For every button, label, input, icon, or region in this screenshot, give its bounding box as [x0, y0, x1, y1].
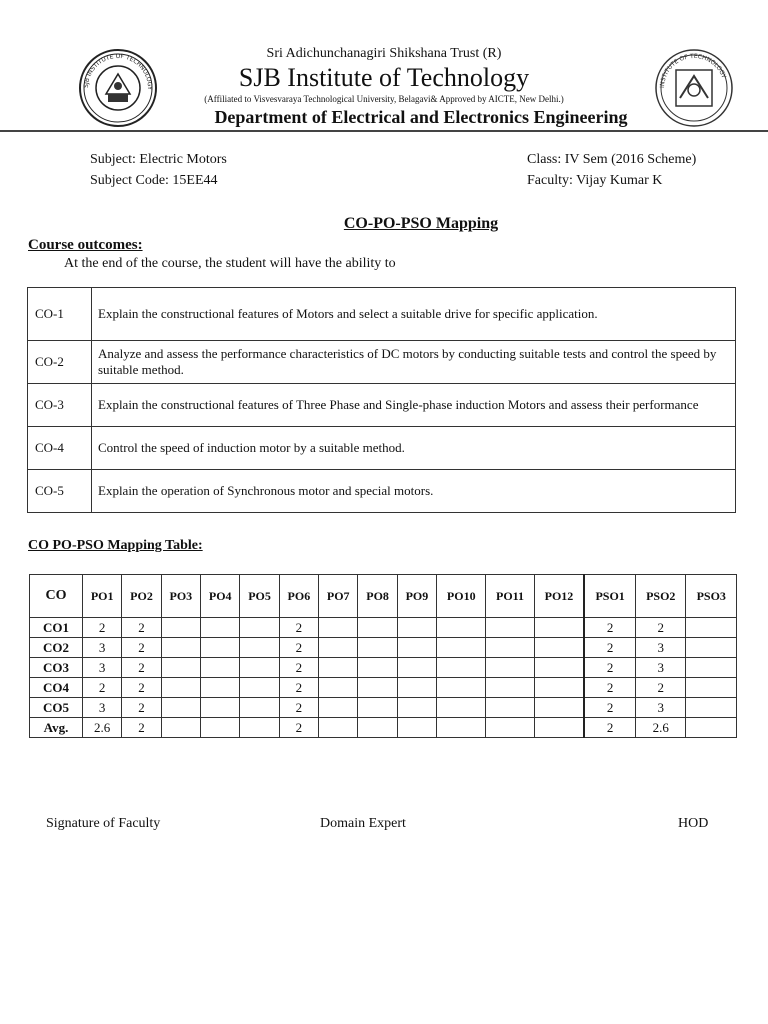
mapping-cell: 2 — [279, 678, 318, 698]
mapping-cell — [486, 638, 534, 658]
mapping-row — [30, 658, 737, 678]
mapping-cell: 2.6 — [83, 718, 122, 738]
mapping-cell — [161, 658, 200, 678]
mapping-cell — [358, 678, 397, 698]
mapping-cell — [240, 638, 279, 658]
mapping-cell — [240, 618, 279, 638]
mapping-cell: 2 — [122, 658, 161, 678]
mapping-cell: 2 — [83, 618, 122, 638]
mapping-cell — [397, 618, 436, 638]
mapping-cell — [486, 618, 534, 638]
column-header: PO8 — [358, 575, 397, 618]
mapping-cell — [201, 678, 240, 698]
signature-faculty: Signature of Faculty — [46, 816, 161, 831]
mapping-cell: 3 — [636, 638, 686, 658]
mapping-row — [30, 718, 737, 738]
mapping-cell — [686, 618, 737, 638]
mapping-cell — [534, 698, 584, 718]
mapping-title: CO-PO-PSO Mapping — [343, 215, 499, 232]
column-header: PO12 — [534, 575, 584, 618]
mapping-cell: 2 — [122, 638, 161, 658]
mapping-cell — [240, 698, 279, 718]
mapping-cell — [240, 658, 279, 678]
mapping-cell — [358, 658, 397, 678]
mapping-cell — [437, 638, 486, 658]
row-header-cell: CO1 — [30, 618, 83, 638]
mapping-cell — [161, 638, 200, 658]
row-header-cell: CO3 — [30, 658, 83, 678]
column-header: PSO1 — [584, 575, 635, 618]
row-header-cell: Avg. — [30, 718, 83, 738]
logo-left-text: SJB INSTITUTE OF TECHNOLOGY — [82, 52, 154, 91]
mapping-cell — [486, 718, 534, 738]
mapping-cell — [319, 658, 358, 678]
mapping-cell — [686, 718, 737, 738]
mapping-cell — [358, 718, 397, 738]
faculty-info: Faculty: Vijay Kumar K — [527, 173, 663, 188]
mapping-cell: 2 — [584, 638, 635, 658]
mapping-cell — [437, 658, 486, 678]
course-outcomes-table — [27, 287, 736, 513]
mapping-cell — [437, 718, 486, 738]
column-header: PO6 — [279, 575, 318, 618]
mapping-cell: 2 — [584, 718, 635, 738]
mapping-cell — [161, 678, 200, 698]
co-description: Explain the operation of Synchronous motor and special motors. — [92, 470, 736, 513]
mapping-cell: 2 — [584, 618, 635, 638]
mapping-cell — [534, 678, 584, 698]
column-header: PSO3 — [686, 575, 737, 618]
mapping-cell — [240, 718, 279, 738]
mapping-cell — [397, 698, 436, 718]
column-header: CO — [30, 575, 83, 618]
column-header: PO5 — [240, 575, 279, 618]
co-row — [28, 288, 736, 341]
subject-code: Subject Code: 15EE44 — [90, 173, 218, 188]
mapping-cell: 2 — [279, 638, 318, 658]
mapping-cell: 2 — [636, 678, 686, 698]
mapping-cell: 2 — [83, 678, 122, 698]
co-description: Explain the constructional features of Three Phase and Single-phase induction Motors and assess their performance — [92, 384, 736, 427]
mapping-cell: 2 — [584, 678, 635, 698]
header-divider — [0, 130, 768, 132]
mapping-cell — [534, 638, 584, 658]
co-po-pso-mapping-table — [29, 574, 737, 738]
mapping-cell — [358, 618, 397, 638]
co-row — [28, 470, 736, 513]
mapping-table-heading: CO PO-PSO Mapping Table: — [28, 538, 203, 553]
department-name: Department of Electrical and Electronics Engineering — [214, 107, 628, 127]
course-outcomes-heading: Course outcomes: — [28, 237, 143, 253]
mapping-cell — [686, 678, 737, 698]
signature-hod: HOD — [678, 816, 709, 831]
mapping-cell: 2 — [279, 658, 318, 678]
co-code: CO-3 — [28, 384, 92, 427]
mapping-cell: 2.6 — [636, 718, 686, 738]
mapping-cell — [161, 718, 200, 738]
mapping-cell — [201, 618, 240, 638]
mapping-cell: 2 — [122, 718, 161, 738]
mapping-cell — [486, 698, 534, 718]
mapping-cell: 3 — [636, 658, 686, 678]
mapping-cell — [534, 658, 584, 678]
mapping-cell: 2 — [279, 718, 318, 738]
row-header-cell: CO2 — [30, 638, 83, 658]
mapping-cell: 2 — [279, 698, 318, 718]
mapping-cell — [201, 638, 240, 658]
mapping-cell: 2 — [122, 678, 161, 698]
co-description: Control the speed of induction motor by a suitable method. — [92, 427, 736, 470]
mapping-row — [30, 678, 737, 698]
mapping-cell — [201, 658, 240, 678]
affiliation: (Affiliated to Visvesvaraya Technological University, Belagavi& Approved by AICTE, New Delhi.) — [204, 94, 564, 104]
class-info: Class: IV Sem (2016 Scheme) — [527, 152, 697, 167]
column-header: PO2 — [122, 575, 161, 618]
co-code: CO-1 — [28, 288, 92, 341]
mapping-cell — [161, 698, 200, 718]
subject-name: Subject: Electric Motors — [90, 152, 227, 167]
mapping-cell — [358, 638, 397, 658]
column-header: PO11 — [486, 575, 534, 618]
mapping-cell: 2 — [122, 618, 161, 638]
institute-name: SJB Institute of Technology — [238, 63, 530, 92]
mapping-cell: 3 — [83, 638, 122, 658]
row-header-cell: CO4 — [30, 678, 83, 698]
mapping-cell — [397, 718, 436, 738]
mapping-cell — [437, 678, 486, 698]
mapping-cell — [161, 618, 200, 638]
co-row — [28, 341, 736, 384]
co-code: CO-4 — [28, 427, 92, 470]
mapping-cell: 3 — [636, 698, 686, 718]
mapping-cell — [319, 718, 358, 738]
mapping-cell — [437, 698, 486, 718]
mapping-cell — [486, 658, 534, 678]
mapping-cell — [240, 678, 279, 698]
row-header-cell: CO5 — [30, 698, 83, 718]
column-header: PO10 — [437, 575, 486, 618]
mapping-cell — [319, 618, 358, 638]
column-header: PO4 — [201, 575, 240, 618]
column-header: PO9 — [397, 575, 436, 618]
mapping-cell — [397, 678, 436, 698]
mapping-cell: 3 — [83, 698, 122, 718]
mapping-cell — [397, 638, 436, 658]
mapping-cell — [686, 638, 737, 658]
trust-name: Sri Adichunchanagiri Shikshana Trust (R) — [266, 46, 502, 61]
mapping-cell: 2 — [584, 658, 635, 678]
mapping-cell: 2 — [122, 698, 161, 718]
mapping-cell — [319, 638, 358, 658]
mapping-cell: 2 — [279, 618, 318, 638]
mapping-cell: 2 — [584, 698, 635, 718]
mapping-cell — [534, 718, 584, 738]
mapping-row — [30, 698, 737, 718]
mapping-cell — [319, 698, 358, 718]
column-header: PO7 — [319, 575, 358, 618]
co-code: CO-2 — [28, 341, 92, 384]
mapping-cell — [319, 678, 358, 698]
mapping-cell: 3 — [83, 658, 122, 678]
mapping-header-row — [30, 575, 737, 618]
co-description: Analyze and assess the performance characteristics of DC motors by conducting suitable tests and control the speed by suitable method. — [92, 341, 736, 384]
mapping-cell — [201, 698, 240, 718]
mapping-cell — [397, 658, 436, 678]
mapping-cell — [437, 618, 486, 638]
co-row — [28, 384, 736, 427]
mapping-cell: 2 — [636, 618, 686, 638]
co-code: CO-5 — [28, 470, 92, 513]
column-header: PSO2 — [636, 575, 686, 618]
column-header: PO3 — [161, 575, 200, 618]
co-row — [28, 427, 736, 470]
mapping-row — [30, 618, 737, 638]
course-outcomes-intro: At the end of the course, the student will have the ability to — [64, 256, 396, 271]
column-header: PO1 — [83, 575, 122, 618]
mapping-cell — [686, 698, 737, 718]
mapping-cell — [201, 718, 240, 738]
mapping-row — [30, 638, 737, 658]
co-description: Explain the constructional features of Motors and select a suitable drive for specific application. — [92, 288, 736, 341]
mapping-cell — [686, 658, 737, 678]
signature-domain-expert: Domain Expert — [320, 816, 406, 831]
mapping-cell — [486, 678, 534, 698]
mapping-cell — [358, 698, 397, 718]
mapping-cell — [534, 618, 584, 638]
logo-right-text: INSTITUTE OF TECHNOLOGY — [658, 52, 728, 89]
